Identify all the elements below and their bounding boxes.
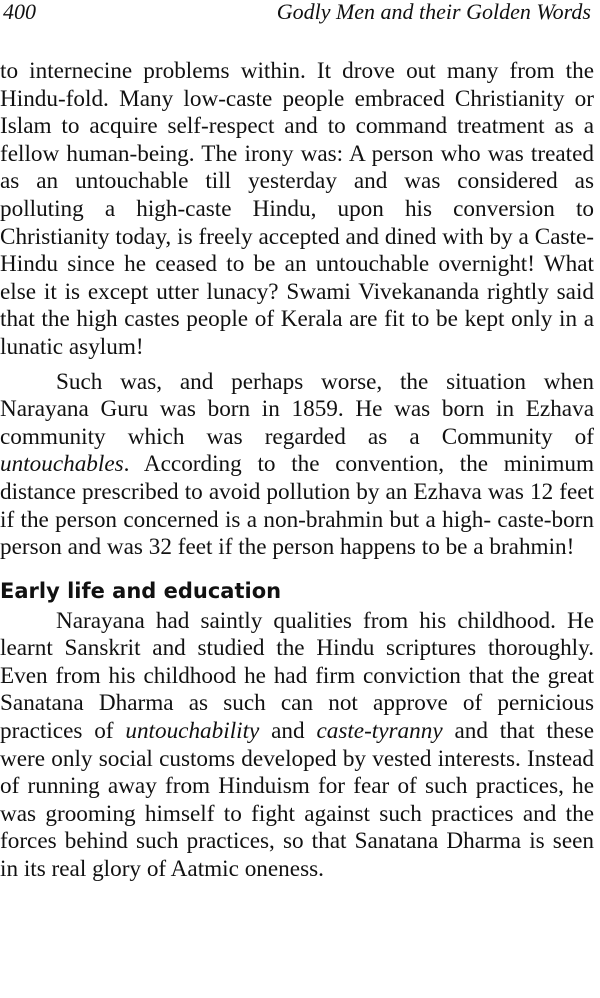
paragraph-text: and	[259, 718, 317, 745]
running-title: Godly Men and their Golden Words	[276, 0, 591, 24]
page-number: 400	[3, 0, 36, 24]
emphasis-untouchables: untouchables	[0, 451, 124, 478]
emphasis-untouchability: untouchability	[125, 718, 260, 745]
paragraph-early-life	[0, 608, 594, 884]
page-header	[3, 0, 591, 36]
paragraph-text: Such was, and perhaps worse, the situation when Narayana Guru was born in 1859. He was born in Ezhava community which was regarded as a Community of	[0, 368, 594, 450]
paragraph-text: Narayana had saintly qualities from his childhood. He learnt Sanskrit and studied the Hindu scriptures thoroughly. Even from his childhood he had firm conviction that the great Sanatana Dharma as such can not approve of pernicious practices of	[0, 607, 594, 745]
page-body	[0, 58, 594, 884]
paragraph-text: . According to the convention, the minimum distance prescribed to avoid pollution by an Ezhava was 12 feet if the person concerned is a non-brahmin but a high- caste-born person and was 32 feet if the person happens to be a brahmin!	[0, 451, 594, 561]
emphasis-caste-tyranny: caste-tyranny	[316, 718, 443, 745]
paragraph-text: and that these were only social customs developed by vested interests. Instead of running away from Hinduism for fear of such practices, he was grooming himself to fight against such practices and the forces behind such practices, so that Sanatana Dharma is seen in its real glory of Aatmic oneness.	[0, 718, 594, 883]
paragraph-continued: to internecine problems within. It drove out many from the Hindu-fold. Many low-caste people embraced Christianity or Islam to acquire self-respect and to command treatment as a fellow human-being. The irony was: A person who was treated as an untouchable till yesterday and was considered as polluting a high-caste Hindu, upon his conversion to Christianity today, is freely accepted and dined with by a Caste-Hindu since he ceased to be an untouchable overnight! What else it is except utter lunacy? Swami Vivekananda rightly said that the high castes people of Kerala are fit to be kept only in a lunatic asylum!	[0, 58, 594, 360]
section-heading: Early life and education	[0, 578, 282, 603]
paragraph-situation	[0, 369, 594, 562]
